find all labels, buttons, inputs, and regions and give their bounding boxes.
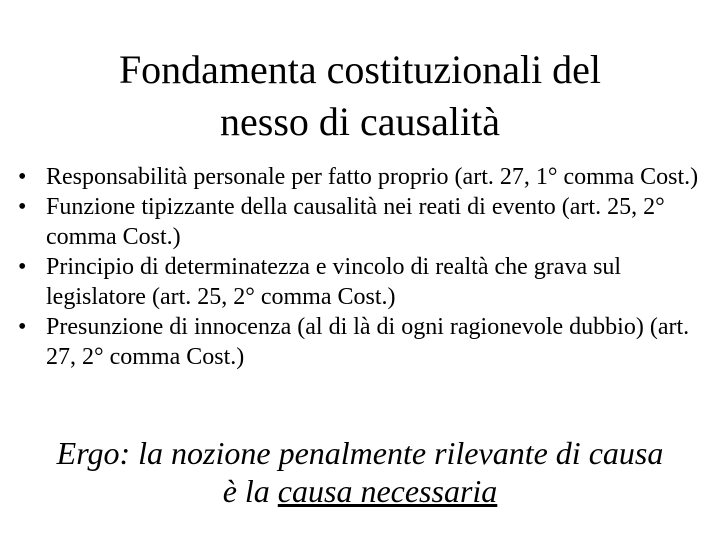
title-line-2: nesso di causalità [220,99,500,144]
conclusion-text [10,434,710,510]
bullet-icon: • [18,194,27,220]
bullet-icon: • [18,314,27,340]
bullet-text: Principio di determinatezza e vincolo di realtà che grava sul legislatore (art. 25, 2° comma Cost.) [46,254,622,310]
bullet-item [18,192,708,252]
conclusion-prefix: è la [222,473,278,509]
bullet-item [18,162,708,192]
bullet-icon: • [18,254,27,280]
bullet-list [18,162,708,372]
conclusion-emphasis: causa necessaria [277,473,498,509]
slide-title [40,44,680,148]
conclusion-line-1: Ergo: la nozione penalmente rilevante di causa [56,435,664,471]
bullet-icon: • [18,164,27,190]
title-line-1: Fondamenta costituzionali del [118,47,602,92]
bullet-item [18,252,708,312]
bullet-text: Funzione tipizzante della causalità nei reati di evento (art. 25, 2° comma Cost.) [46,194,665,250]
bullet-text: Presunzione di innocenza (al di là di ogni ragionevole dubbio) (art. 27, 2° comma Cost.) [46,314,690,370]
conclusion-line-2 [10,472,710,510]
bullet-item [18,312,708,372]
bullet-text: Responsabilità personale per fatto proprio (art. 27, 1° comma Cost.) [46,164,699,190]
